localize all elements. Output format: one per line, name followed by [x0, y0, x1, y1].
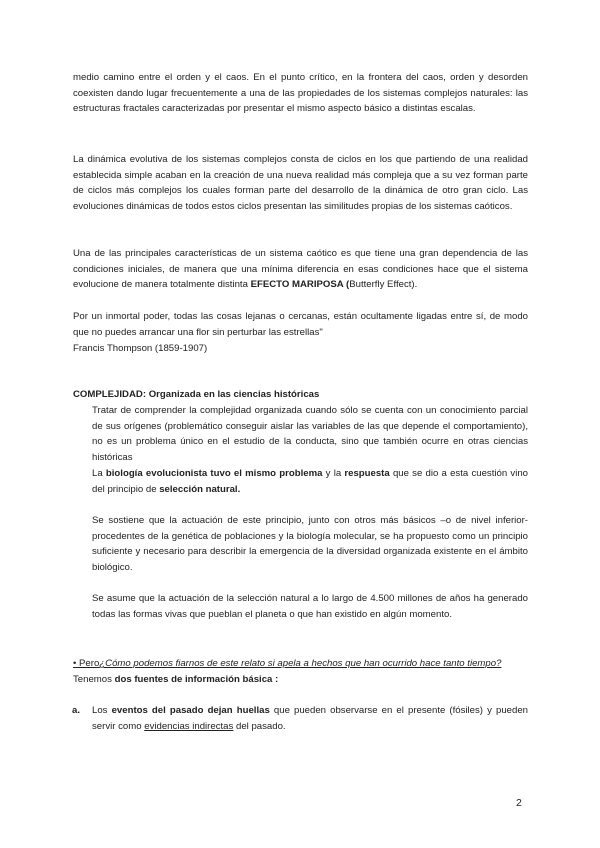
sources-intro: Tenemos [73, 674, 115, 685]
butterfly-effect-term: EFECTO MARIPOSA ( [250, 279, 350, 291]
section-heading [73, 387, 319, 403]
s2-a: La [92, 468, 106, 479]
list-a-events: eventos del pasado dejan huellas [111, 705, 270, 716]
s2-c: y la [322, 468, 345, 479]
butterfly-text-start: Una de las principales características de un sistema caótico es que tiene una gran dependencia de las condiciones iniciales, de manera que una mínima diferencia en esas condiciones hace que el sistema evolucione de manera totalmente distinta [73, 248, 528, 291]
list-marker-a: a. [72, 705, 81, 716]
s2-response: respuesta [344, 468, 390, 479]
question-line [73, 656, 528, 672]
list-a-3: que pueden observarse en el presente (fósiles) y pueden servir como [92, 705, 529, 732]
paragraph-evolutive-dynamics: La dinámica evolutiva de los sistemas complejos consta de ciclos en los que partiendo de una realidad establecida simple acaban en la creación de una nueva realidad más compleja que a su vez forman parte de ciclos más complejos los cuales forman parte del desarrollo de la dinámica de otro gran ciclo. Las evoluciones dinámicas de todos estos ciclos presentan las similitudes propias de los sistemas caóticos. [73, 154, 528, 212]
page-number: 2 [516, 797, 522, 809]
question-bullet: • Pero [73, 658, 100, 669]
section-heading-rest: Organizada en las ciencias históricas [146, 389, 320, 400]
sources-bold: dos fuentes de información básica : [114, 674, 279, 685]
s2-e: que se dio a esta cuestión vino del principio de [92, 468, 529, 495]
sources-line [73, 672, 528, 688]
section-paragraph-3: Se sostiene que la actuación de este principio, junto con otros más básicos –o de nivel inferior- procedentes de la genética de poblaciones y la biología molecular, se ha propuesto como un principio suficiente y necesario para describir la emergencia de la diversidad organizada existente en el ámbito biológico. [92, 515, 528, 573]
list-a-5: del pasado. [233, 720, 286, 732]
section-paragraph-1: Tratar de comprender la complejidad organizada cuando sólo se cuenta con un conocimiento parcial de sus orígenes (problemático conseguir aislar las variables de las que depende el comportamiento), no es un problema único en el estudio de la conducta, sino que también ocurre en otras ciencias históricas [92, 405, 528, 463]
section-paragraph-4: Se asume que la actuación de la selección natural a lo largo de 4.500 millones de años ha generado todas las formas vivas que pueblan el planeta o que han existido en algún momento. [92, 593, 528, 620]
butterfly-text-end: Butterfly Effect). [349, 279, 418, 291]
quote-author: Francis Thompson (1859-1907) [73, 343, 208, 354]
paragraph-butterfly-effect [73, 246, 528, 293]
s2-evolutionary-biology: biología evolucionista tuvo el mismo problema [105, 468, 323, 479]
list-a-indirect-evidence: evidencias indirectas [144, 720, 234, 732]
list-item-a [72, 703, 529, 734]
section-heading-bold: COMPLEJIDAD: [73, 389, 147, 400]
quote-text: Por un inmortal poder, todas las cosas lejanas o cercanas, están ocultamente ligadas entre sí, de modo que no puedes arrancar una flor sin perturbar las estrellas" [73, 311, 528, 338]
s2-natural-selection: selección natural. [159, 483, 241, 495]
question-text: ¿Cómo podemos fiarnos de este relato si apela a hechos que han ocurrido hace tanto tiempo? [99, 658, 502, 669]
list-a-1: Los [92, 705, 112, 716]
section-paragraph-2 [92, 466, 528, 497]
paragraph-fractals: medio camino entre el orden y el caos. En el punto crítico, en la frontera del caos, orden y desorden coexisten dando lugar frecuentemente a una de las propiedades de los sistemas complejos naturales: las estructuras fractales caracterizadas por presentar el mismo aspecto básico a distintas escalas. [73, 72, 528, 115]
